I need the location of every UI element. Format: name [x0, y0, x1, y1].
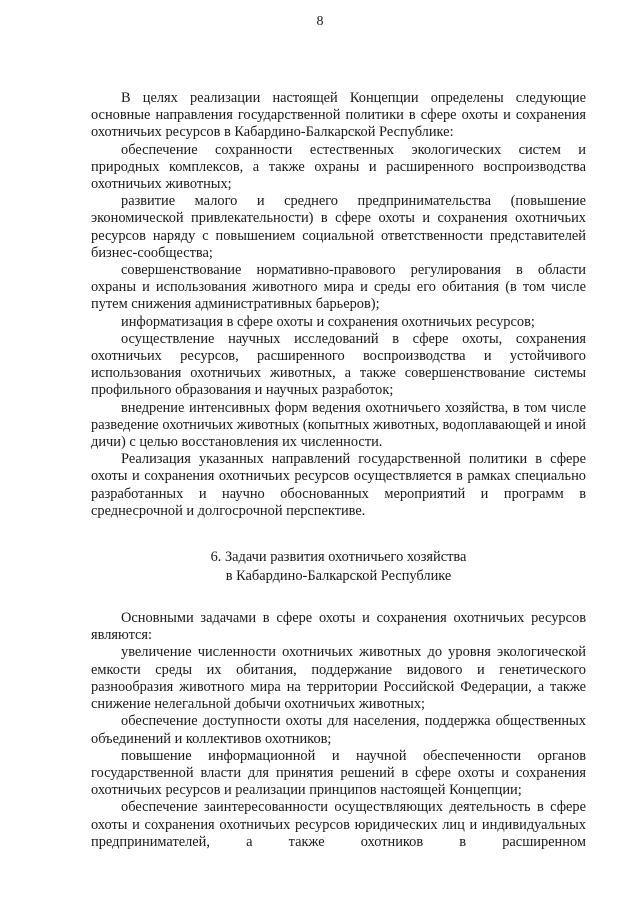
paragraph: В целях реализации настоящей Концепции определены следующие основные направления государственной политики в сфере охоты и сохранения охотничьих ресурсов в Кабардино-Балкарской Республике: — [91, 90, 586, 141]
list-item: внедрение интенсивных форм ведения охотничьего хозяйства, в том числе разведение охотничьих животных (копытных животных, водоплавающей и иной дичи) с целью восстановления их численности. — [91, 399, 586, 451]
paragraph: Основными задачами в сфере охоты и сохранения охотничьих ресурсов являются: — [91, 610, 586, 644]
section-heading-line: в Кабардино-Балкарской Республике — [225, 568, 452, 585]
list-item: информатизация в сфере охоты и сохранения охотничьих ресурсов; — [121, 313, 535, 330]
list-item: совершенствование нормативно-правового регулирования в области охраны и использования животного мира и среды его обитания (в том числе путем снижения административных барьеров); — [91, 262, 586, 313]
section-heading — [91, 548, 586, 586]
list-item: обеспечение доступности охоты для населения, поддержка общественных объединений и коллективов охотников; — [91, 713, 586, 747]
list-item: увеличение численности охотничьих животных до уровня экологической емкости среды их обитания, поддержание видового и генетического разнообразия животного мира на территории Российской Федерации, а также снижение нелегальной добычи охотничьих животных; — [91, 644, 586, 713]
section-heading-line: 6. Задачи развития охотничьего хозяйства — [210, 549, 467, 566]
list-item: обеспечение сохранности естественных экологических систем и природных комплексов, а также охраны и расширенного воспроизводства охотничьих животных; — [91, 141, 586, 193]
list-item: осуществление научных исследований в сфере охоты, сохранения охотничьих ресурсов, расширенного воспроизводства и устойчивого использования охотничьих животных, а также совершенствование системы профильного образования и научных разработок; — [91, 330, 586, 399]
list-item: повышение информационной и научной обеспеченности органов государственной власти для принятия решений в сфере охоты и сохранения охотничьих ресурсов и реализации принципов настоящей Концепции; — [91, 747, 586, 799]
paragraph: Реализация указанных направлений государственной политики в сфере охоты и сохранения охотничьих ресурсов осуществляется в рамках специально разработанных и научно обоснованных мероприятий и программ в среднесрочной и долгосрочной перспективе. — [91, 451, 586, 519]
list-item: развитие малого и среднего предпринимательства (повышение экономической привлекательности) в сфере охоты и сохранения охотничьих ресурсов наряду с повышением социальной ответственности представителей бизнес-сообщества; — [91, 193, 586, 261]
list-item: обеспечение заинтересованности осуществляющих деятельность в сфере охоты и сохранения охотничьих ресурсов юридических лиц и индивидуальных предпринимателей, а также охотников в расширенном — [91, 799, 586, 850]
page-number: 8 — [316, 14, 324, 29]
document-body — [91, 90, 586, 851]
